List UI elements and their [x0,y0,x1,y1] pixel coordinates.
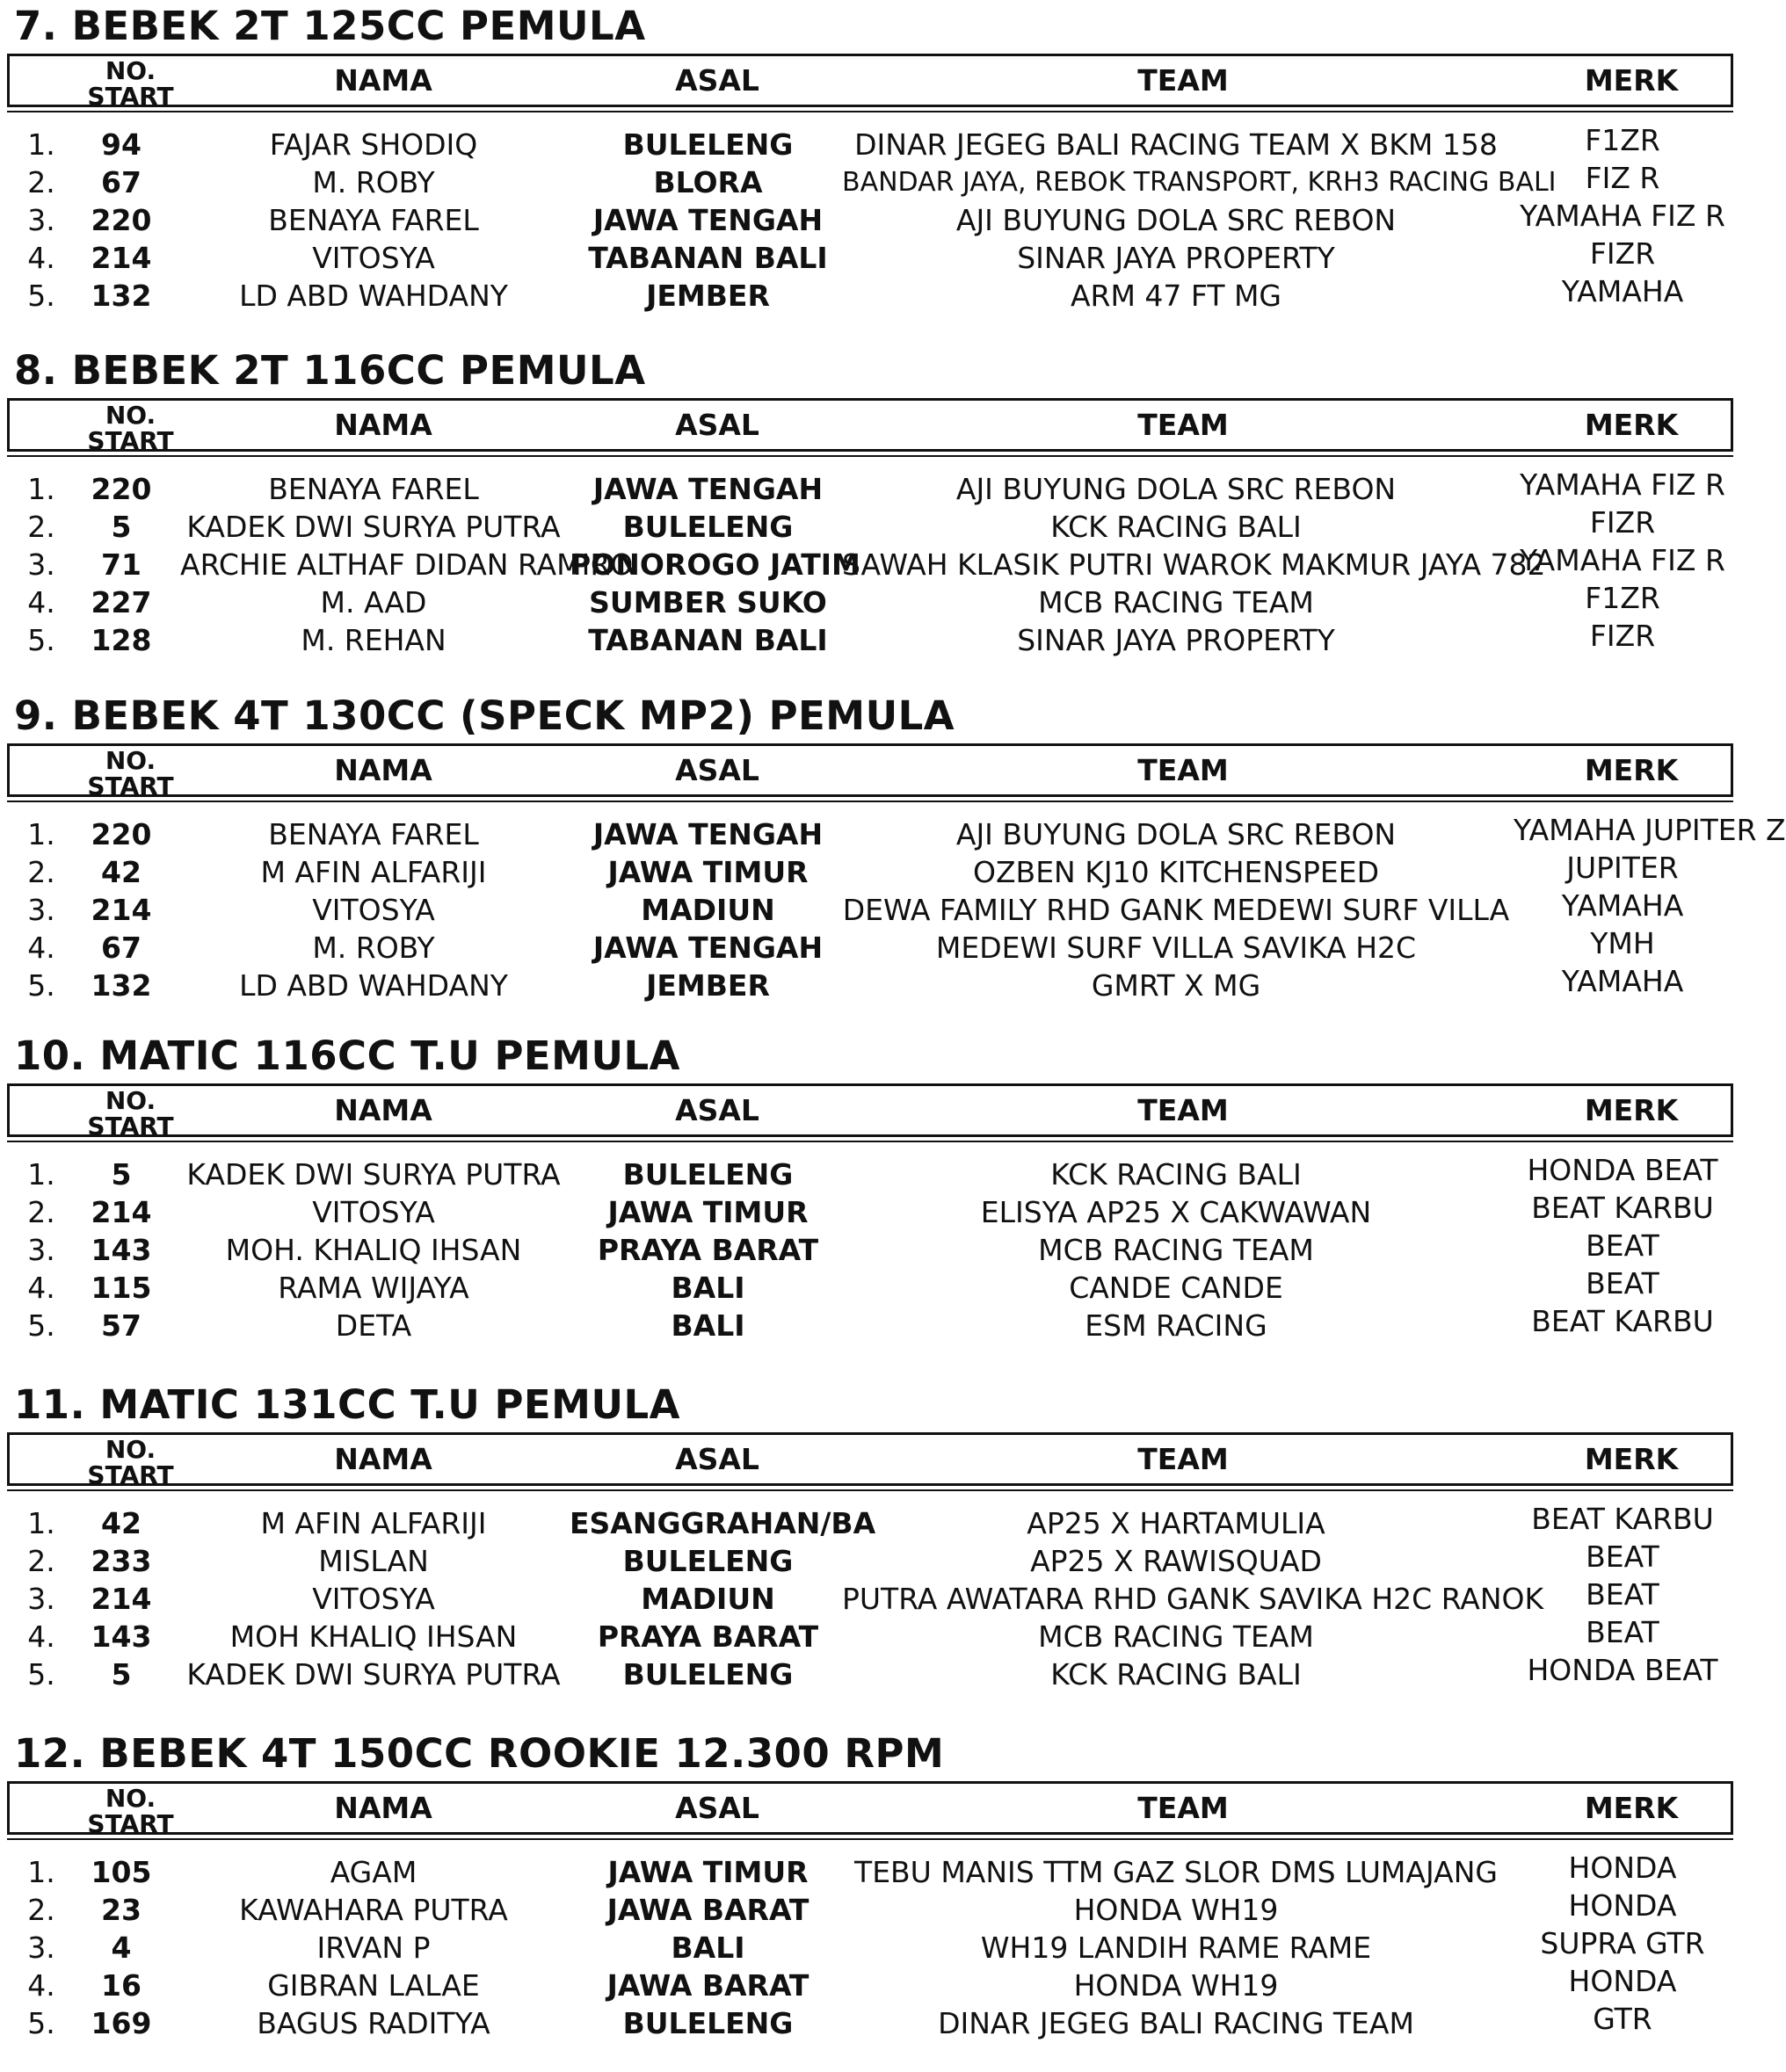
result-row [0,583,1758,621]
brand-cell: FIZ R [1585,161,1660,195]
result-row [0,1228,1758,1269]
team-cell: DINAR JEGEG BALI RACING TEAM X BKM 158 [854,127,1498,162]
header-no-start [80,1435,181,1489]
header-merk: MERK [1584,1442,1679,1476]
section-title: 12. BEBEK 4T 150CC ROOKIE 12.300 RPM [14,1730,945,1777]
header-asal: ASAL [675,1791,759,1825]
brand-cell: YAMAHA JUPITER Z [1514,813,1786,847]
rider-name-cell: GIBRAN LALAE [267,1968,480,2003]
header-asal: ASAL [675,1442,759,1476]
brand-cell: SUPRA GTR [1540,1926,1705,1960]
team-cell: HONDA WH19 [1073,1968,1279,2003]
header-start: START [87,1112,174,1141]
rider-name-cell: MOH KHALIQ IHSAN [229,1619,518,1654]
header-asal: ASAL [675,408,759,442]
brand-cell: YAMAHA [1561,888,1684,923]
rider-name-cell: BENAYA FAREL [268,203,479,237]
origin-cell: JAWA TIMUR [607,855,809,889]
team-cell: HONDA WH19 [1073,1893,1279,1927]
header-asal: ASAL [675,753,759,787]
section-title: 8. BEBEK 2T 116CC PEMULA [14,347,646,394]
result-row [0,964,1758,1004]
start-number-cell: 128 [91,623,152,657]
header-start: START [87,1809,174,1838]
brand-cell: F1ZR [1585,581,1660,615]
result-row [0,2004,1758,2042]
race-class-section [0,0,1758,344]
brand-cell: BEAT KARBU [1531,1304,1714,1338]
rider-name-cell: VITOSYA [312,241,435,275]
start-number-cell: 233 [91,1544,152,1578]
rider-name-cell: KADEK DWI SURYA PUTRA [186,510,561,544]
team-cell: SINAR JAYA PROPERTY [1017,241,1335,275]
header-merk: MERK [1584,1093,1679,1127]
header-asal: ASAL [675,63,759,98]
rider-name-cell: AGAM [330,1855,417,1889]
rider-name-cell: RAMA WIJAYA [278,1271,469,1305]
start-number-cell: 169 [91,2006,152,2040]
start-number-cell: 67 [101,931,142,965]
section-title: 9. BEBEK 4T 130CC (SPECK MP2) PEMULA [14,692,955,739]
team-cell: CANDE CANDE [1069,1271,1283,1305]
header-team: TEAM [1137,753,1229,787]
brand-cell: HONDA [1568,1964,1677,1998]
results-list [0,467,1758,659]
team-cell: GMRT X MG [1091,968,1261,1003]
brand-cell: FIZR [1589,619,1656,653]
section-title: 10. MATIC 116CC T.U PEMULA [14,1032,680,1079]
start-number-cell: 132 [91,279,152,313]
brand-cell: FIZR [1589,505,1656,540]
team-cell: ELISYA AP25 X CAKWAWAN [980,1195,1372,1229]
header-no: NO. [105,1435,156,1464]
rider-name-cell: KADEK DWI SURYA PUTRA [186,1657,561,1692]
team-cell: KCK RACING BALI [1050,1157,1302,1192]
result-row [0,888,1758,929]
race-class-section [0,1728,1758,2072]
result-row [0,163,1758,201]
origin-cell: BULELENG [622,127,794,162]
rank-cell: 5. [27,968,55,1003]
team-cell: DINAR JEGEG BALI RACING TEAM [938,2006,1414,2040]
result-row [0,1926,1758,1967]
origin-cell: JAWA TENGAH [592,931,824,965]
origin-cell: BULELENG [622,1157,794,1192]
header-no: NO. [105,746,156,775]
rank-cell: 2. [27,855,55,889]
team-cell: ESM RACING [1085,1308,1267,1343]
result-row [0,1655,1758,1693]
result-row [0,813,1786,853]
rider-name-cell: BENAYA FAREL [268,472,479,506]
team-cell: AJI BUYUNG DOLA SRC REBON [955,472,1397,506]
team-cell: OZBEN KJ10 KITCHENSPEED [972,855,1380,889]
rank-cell: 1. [27,1157,55,1192]
origin-cell: TABANAN BALI [588,623,828,657]
result-row [0,1304,1758,1344]
brand-cell: GTR [1593,2002,1652,2036]
brand-cell: F1ZR [1585,123,1660,157]
rider-name-cell: ARCHIE ALTHAF DIDAN RAMIRO [180,547,634,582]
table-header [7,1432,1733,1489]
results-list [0,1853,1758,2042]
rider-name-cell: KAWAHARA PUTRA [239,1893,508,1927]
rank-cell: 3. [27,1582,55,1616]
rank-cell: 3. [27,893,55,927]
table-header [7,743,1733,801]
rider-name-cell: IRVAN P [316,1931,431,1965]
brand-cell: BEAT [1586,1540,1659,1574]
brand-cell: HONDA [1568,1851,1677,1885]
brand-cell: YAMAHA FIZ R [1520,467,1725,502]
rank-cell: 1. [27,817,55,851]
rank-cell: 4. [27,1968,55,2003]
brand-cell: HONDA BEAT [1527,1653,1718,1687]
header-nama: NAMA [334,408,432,442]
table-header [7,398,1733,455]
brand-cell: BEAT [1586,1228,1659,1263]
result-row [0,1888,1758,1929]
results-list [0,123,1758,315]
start-number-cell: 42 [101,1506,142,1540]
origin-cell: JAWA TENGAH [592,817,824,851]
origin-cell: JEMBER [646,968,770,1003]
rank-cell: 3. [27,1931,55,1965]
rider-name-cell: M. ROBY [312,165,435,199]
brand-cell: FIZR [1589,236,1656,271]
team-cell: DEWA FAMILY RHD GANK MEDEWI SURF VILLA [842,893,1510,927]
start-number-cell: 67 [101,165,142,199]
origin-cell: MADIUN [641,893,775,927]
team-cell: SAWAH KLASIK PUTRI WAROK MAKMUR JAYA 782 [842,547,1546,582]
team-cell: SINAR JAYA PROPERTY [1017,623,1335,657]
team-cell: MCB RACING TEAM [1038,1619,1314,1654]
brand-cell: YAMAHA [1561,964,1684,998]
start-number-cell: 23 [101,1893,142,1927]
result-row [0,543,1758,583]
origin-cell: PRAYA BARAT [597,1619,819,1654]
rank-cell: 3. [27,547,55,582]
rider-name-cell: VITOSYA [312,1582,435,1616]
rank-cell: 2. [27,1544,55,1578]
result-row [0,274,1758,315]
result-row [0,1853,1758,1891]
start-number-cell: 214 [91,1195,152,1229]
rider-name-cell: LD ABD WAHDANY [239,279,508,313]
rider-name-cell: FAJAR SHODIQ [269,127,478,162]
rank-cell: 5. [27,1308,55,1343]
result-row [0,123,1758,163]
origin-cell: BULELENG [622,2006,794,2040]
rider-name-cell: LD ABD WAHDANY [239,968,508,1003]
brand-cell: JUPITER [1566,851,1679,885]
header-team: TEAM [1137,1791,1229,1825]
start-number-cell: 105 [91,1855,152,1889]
result-row [0,1964,1758,2004]
header-merk: MERK [1584,63,1679,98]
header-team: TEAM [1137,63,1229,98]
result-row [0,926,1758,967]
header-no: NO. [105,1086,156,1115]
team-cell: ARM 47 FT MG [1070,279,1282,313]
rank-cell: 2. [27,510,55,544]
header-nama: NAMA [334,753,432,787]
brand-cell: BEAT [1586,1615,1659,1649]
origin-cell: BULELENG [622,510,794,544]
rider-name-cell: MISLAN [318,1544,429,1578]
header-team: TEAM [1137,1093,1229,1127]
brand-cell: HONDA BEAT [1527,1153,1718,1187]
team-cell: AJI BUYUNG DOLA SRC REBON [955,817,1397,851]
origin-cell: TABANAN BALI [588,241,828,275]
rider-name-cell: M. REHAN [301,623,446,657]
origin-cell: JAWA BARAT [606,1893,810,1927]
rider-name-cell: BAGUS RADITYA [257,2006,490,2040]
start-number-cell: 16 [101,1968,142,2003]
race-class-section [0,1030,1758,1374]
table-header [7,1781,1733,1838]
section-title: 7. BEBEK 2T 125CC PEMULA [14,3,646,49]
brand-cell: BEAT [1586,1577,1659,1612]
origin-cell: SUMBER SUKO [589,585,827,619]
race-class-section [0,690,1786,1034]
team-cell: KCK RACING BALI [1050,1657,1302,1692]
results-list [0,1504,1758,1693]
team-cell: AP25 X HARTAMULIA [1027,1506,1325,1540]
rank-cell: 4. [27,241,55,275]
rank-cell: 4. [27,585,55,619]
result-row [0,1615,1758,1655]
team-cell: TEBU MANIS TTM GAZ SLOR DMS LUMAJANG [854,1855,1498,1889]
rider-name-cell: VITOSYA [312,1195,435,1229]
rank-cell: 1. [27,1855,55,1889]
start-number-cell: 57 [101,1308,142,1343]
rank-cell: 4. [27,1619,55,1654]
header-asal: ASAL [675,1093,759,1127]
start-number-cell: 5 [111,510,132,544]
header-no-start [80,401,181,455]
header-no-start [80,56,181,111]
header-no: NO. [105,1784,156,1813]
result-row [0,1266,1758,1307]
rank-cell: 5. [27,1657,55,1692]
rider-name-cell: MOH. KHALIQ IHSAN [225,1233,522,1267]
start-number-cell: 214 [91,893,152,927]
start-number-cell: 220 [91,472,152,506]
origin-cell: BULELENG [622,1544,794,1578]
brand-cell: BEAT KARBU [1531,1191,1714,1225]
result-row [0,1542,1758,1580]
rider-name-cell: M. AAD [320,585,427,619]
rider-name-cell: M. ROBY [312,931,435,965]
race-class-section [0,1379,1758,1723]
rider-name-cell: VITOSYA [312,893,435,927]
team-cell: MCB RACING TEAM [1038,585,1314,619]
origin-cell: PRAYA BARAT [597,1233,819,1267]
rank-cell: 1. [27,1506,55,1540]
header-team: TEAM [1137,1442,1229,1476]
team-cell: PUTRA AWATARA RHD GANK SAVIKA H2C RANOK [842,1582,1544,1616]
origin-cell: MADIUN [641,1582,775,1616]
header-nama: NAMA [334,63,432,98]
rider-name-cell: DETA [335,1308,412,1343]
header-merk: MERK [1584,1791,1679,1825]
rank-cell: 5. [27,279,55,313]
team-cell: MEDEWI SURF VILLA SAVIKA H2C [935,931,1417,965]
rider-name-cell: M AFIN ALFARIJI [260,1506,487,1540]
origin-cell: BALI [671,1308,745,1343]
header-start: START [87,1460,174,1489]
team-cell: WH19 LANDIH RAME RAME [980,1931,1372,1965]
origin-cell: JAWA BARAT [606,1968,810,2003]
header-team: TEAM [1137,408,1229,442]
start-number-cell: 143 [91,1619,152,1654]
rank-cell: 5. [27,2006,55,2040]
result-row [0,467,1758,508]
start-number-cell: 143 [91,1233,152,1267]
rank-cell: 2. [27,165,55,199]
header-nama: NAMA [334,1791,432,1825]
start-number-cell: 71 [101,547,142,582]
header-merk: MERK [1584,753,1679,787]
brand-cell: YMH [1590,926,1655,960]
start-number-cell: 42 [101,855,142,889]
brand-cell: BEAT KARBU [1531,1502,1714,1536]
team-cell: MCB RACING TEAM [1038,1233,1314,1267]
header-start: START [87,426,174,455]
start-number-cell: 94 [101,127,142,162]
brand-cell: YAMAHA [1561,274,1684,308]
team-cell: AP25 X RAWISQUAD [1030,1544,1322,1578]
header-start: START [87,82,174,111]
header-nama: NAMA [334,1093,432,1127]
result-row [0,201,1758,239]
header-no-start [80,1784,181,1838]
origin-cell: BALI [671,1931,745,1965]
origin-cell: JEMBER [646,279,770,313]
start-number-cell: 227 [91,585,152,619]
section-title: 11. MATIC 131CC T.U PEMULA [14,1381,680,1428]
brand-cell: BEAT [1586,1266,1659,1300]
race-class-section [0,344,1758,689]
rank-cell: 2. [27,1893,55,1927]
result-row [0,1504,1758,1542]
start-number-cell: 214 [91,1582,152,1616]
rank-cell: 5. [27,623,55,657]
result-row [0,1577,1758,1618]
start-number-cell: 132 [91,968,152,1003]
result-row [0,621,1758,659]
header-nama: NAMA [334,1442,432,1476]
result-row [0,505,1758,546]
brand-cell: YAMAHA FIZ R [1520,543,1725,577]
rider-name-cell: M AFIN ALFARIJI [260,855,487,889]
brand-cell: HONDA [1568,1888,1677,1923]
start-number-cell: 220 [91,817,152,851]
table-header [7,54,1733,111]
results-list [0,813,1786,1004]
rank-cell: 3. [27,203,55,237]
start-number-cell: 115 [91,1271,152,1305]
origin-cell: BULELENG [622,1657,794,1692]
start-number-cell: 4 [111,1931,132,1965]
brand-cell: YAMAHA FIZ R [1520,199,1725,233]
result-row [0,853,1758,891]
result-row [0,1153,1758,1193]
origin-cell: JAWA TENGAH [592,203,824,237]
origin-cell: JAWA TIMUR [607,1855,809,1889]
start-number-cell: 5 [111,1657,132,1692]
rank-cell: 1. [27,472,55,506]
header-start: START [87,772,174,801]
header-no-start [80,1086,181,1141]
results-list [0,1153,1758,1344]
header-no: NO. [105,401,156,430]
rider-name-cell: KADEK DWI SURYA PUTRA [186,1157,561,1192]
rider-name-cell: BENAYA FAREL [268,817,479,851]
table-header [7,1083,1733,1141]
origin-cell: BALI [671,1271,745,1305]
header-merk: MERK [1584,408,1679,442]
origin-cell: PONOROGO JATIM [570,547,860,582]
start-number-cell: 5 [111,1157,132,1192]
team-cell: KCK RACING BALI [1050,510,1302,544]
rank-cell: 1. [27,127,55,162]
rank-cell: 4. [27,931,55,965]
start-number-cell: 214 [91,241,152,275]
rank-cell: 2. [27,1195,55,1229]
header-no: NO. [105,56,156,85]
origin-cell: ESANGGRAHAN/BA [570,1506,876,1540]
origin-cell: JAWA TIMUR [607,1195,809,1229]
rank-cell: 4. [27,1271,55,1305]
header-no-start [80,746,181,801]
rank-cell: 3. [27,1233,55,1267]
start-number-cell: 220 [91,203,152,237]
origin-cell: JAWA TENGAH [592,472,824,506]
origin-cell: BLORA [653,165,763,199]
team-cell: AJI BUYUNG DOLA SRC REBON [955,203,1397,237]
team-cell: BANDAR JAYA, REBOK TRANSPORT, KRH3 RACING BALI [842,167,1557,198]
result-row [0,1193,1758,1231]
result-row [0,236,1758,277]
